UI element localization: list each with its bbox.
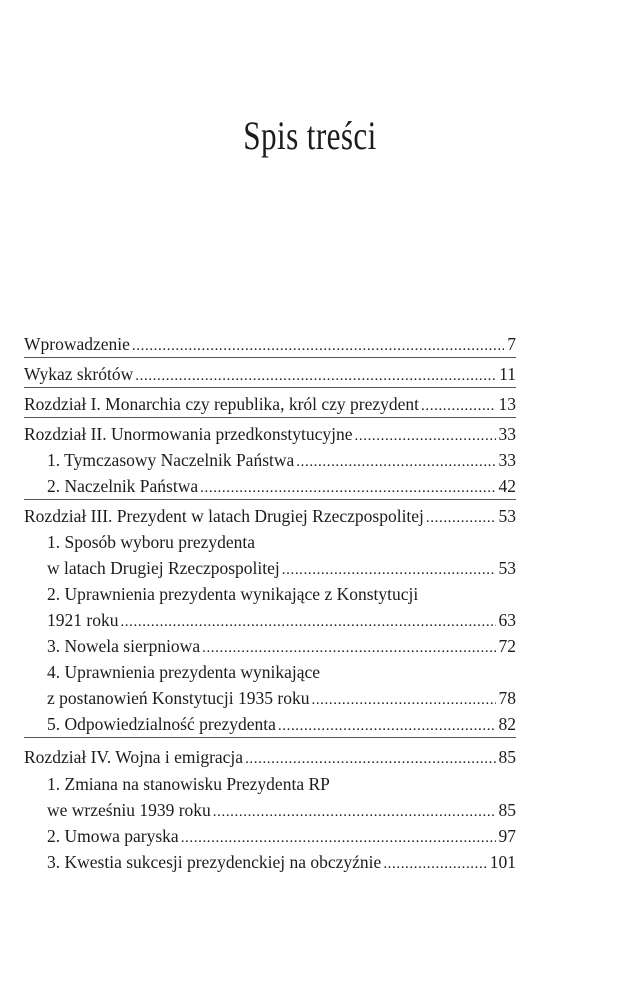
dot-leader (383, 851, 486, 875)
dot-leader (135, 363, 496, 387)
divider (24, 499, 516, 500)
dot-leader (245, 746, 495, 770)
toc-subentry (0, 711, 620, 737)
dot-leader (132, 333, 504, 357)
divider (24, 737, 516, 738)
toc-entry-label: Rozdział IV. Wojna i emigracja (24, 747, 244, 767)
toc-entry-chapter-2 (0, 421, 620, 447)
toc-page-number: 101 (489, 852, 516, 872)
toc-entry-label: 1921 roku (47, 610, 119, 630)
toc-subentry (0, 473, 620, 499)
dot-leader (200, 475, 495, 499)
toc-subentry (0, 529, 620, 555)
toc-entry-chapter-1 (0, 391, 620, 417)
dot-leader (202, 635, 495, 659)
toc-entry-label: Rozdział III. Prezydent w latach Drugiej Rzeczpospolitej (24, 506, 424, 526)
toc-entry-label: 1. Sposób wyboru prezydenta (47, 532, 256, 552)
toc-page-number: 82 (498, 714, 516, 734)
toc-page-number: 53 (498, 558, 516, 578)
toc-subentry (0, 659, 620, 685)
divider (24, 387, 516, 388)
toc-page-number: 72 (498, 636, 516, 656)
toc-entry-label: 5. Odpowiedzialność prezydenta (47, 714, 276, 734)
divider (24, 417, 516, 418)
dot-leader (213, 799, 496, 823)
page-title: Spis treści (243, 113, 377, 158)
toc-page-number: 85 (498, 800, 516, 820)
toc-entry-label: 3. Kwestia sukcesji prezydenckiej na obczyźnie (47, 852, 382, 872)
toc-page-number: 78 (498, 688, 516, 708)
toc-entry-label: 1. Tymczasowy Naczelnik Państwa (47, 450, 295, 470)
toc-entry-label: Rozdział II. Unormowania przedkonstytucyjne (24, 424, 353, 444)
toc-entry-label: 2. Umowa paryska (47, 826, 179, 846)
dot-leader (181, 825, 496, 849)
toc-page-number: 33 (498, 450, 516, 470)
toc-entry-chapter-4 (0, 744, 620, 770)
divider (24, 357, 516, 358)
toc-entry-label: z postanowień Konstytucji 1935 roku (47, 688, 310, 708)
dot-leader (120, 609, 495, 633)
toc-page-number: 53 (498, 506, 516, 526)
toc-entry-introduction (0, 331, 620, 357)
toc-page-number: 7 (507, 334, 516, 354)
dot-leader (426, 505, 496, 529)
toc-page-number: 42 (498, 476, 516, 496)
toc-page-number: 97 (498, 826, 516, 846)
dot-leader (278, 713, 496, 737)
dot-leader (296, 449, 495, 473)
toc-entry-label: 2. Uprawnienia prezydenta wynikające z Konstytucji (47, 584, 419, 604)
toc-subentry (0, 797, 620, 823)
toc-entry-abbreviations (0, 361, 620, 387)
toc-subentry (0, 607, 620, 633)
toc-subentry (0, 823, 620, 849)
toc-subentry (0, 555, 620, 581)
toc-page-number: 33 (498, 424, 516, 444)
dot-leader (282, 557, 496, 581)
dot-leader (421, 393, 495, 417)
toc-entry-label: we wrześniu 1939 roku (47, 800, 211, 820)
toc-entry-label: 3. Nowela sierpniowa (47, 636, 201, 656)
toc-page-number: 11 (499, 364, 516, 384)
toc-entry-label: Wykaz skrótów (24, 364, 134, 384)
dot-leader (311, 687, 495, 711)
toc-subentry (0, 581, 620, 607)
toc-subentry (0, 771, 620, 797)
toc-page-number: 85 (498, 747, 516, 767)
toc-subentry (0, 685, 620, 711)
dot-leader (355, 423, 496, 447)
toc-entry-label: 2. Naczelnik Państwa (47, 476, 199, 496)
toc-page-number: 13 (498, 394, 516, 414)
toc-entry-label: Rozdział I. Monarchia czy republika, król czy prezydent (24, 394, 420, 414)
toc-page-number: 63 (498, 610, 516, 630)
toc-entry-label: 1. Zmiana na stanowisku Prezydenta RP (47, 774, 330, 794)
toc-entry-label: w latach Drugiej Rzeczpospolitej (47, 558, 280, 578)
toc-entry-chapter-3 (0, 503, 620, 529)
toc-subentry (0, 849, 620, 875)
toc-subentry (0, 447, 620, 473)
toc-subentry (0, 633, 620, 659)
toc-entry-label: Wprowadzenie (24, 334, 130, 354)
toc-entry-label: 4. Uprawnienia prezydenta wynikające (47, 662, 321, 682)
